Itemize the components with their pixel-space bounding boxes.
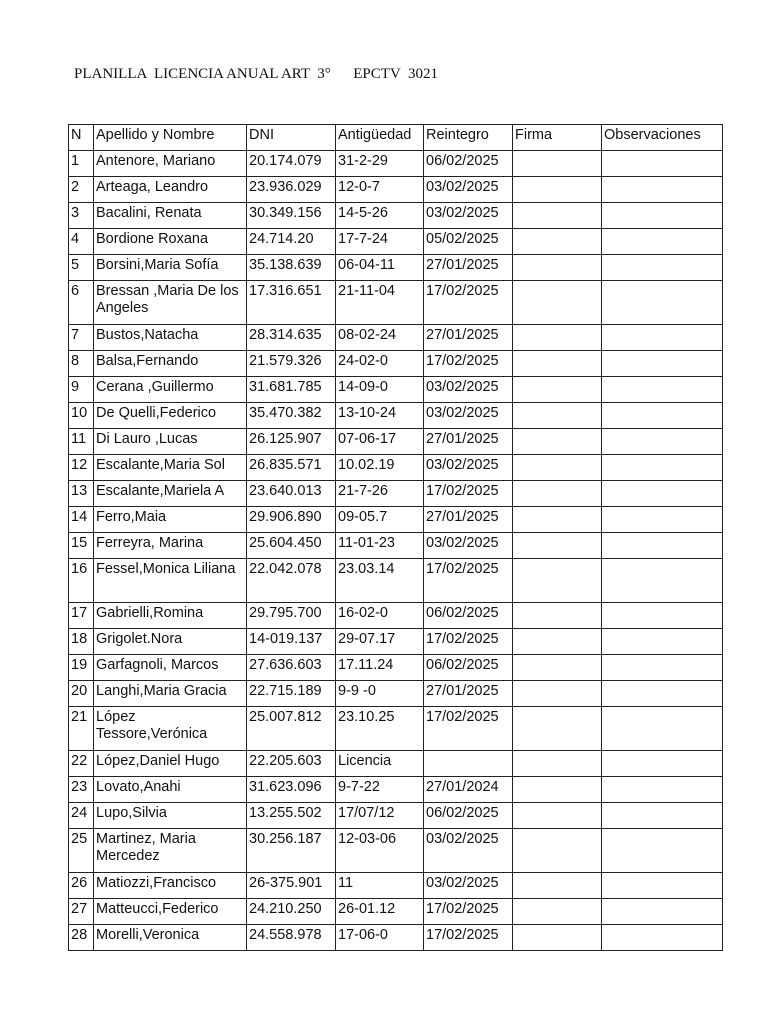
cell-antiguedad: 07-06-17 xyxy=(336,429,424,455)
header-cell-antiguedad: Antigüedad xyxy=(336,125,424,151)
cell-dni: 23.640.013 xyxy=(247,481,336,507)
cell-observaciones xyxy=(602,325,723,351)
cell-firma xyxy=(513,281,602,325)
cell-n: 24 xyxy=(69,803,94,829)
cell-apellido-y-nombre: Matteucci,Federico xyxy=(94,899,247,925)
cell-observaciones xyxy=(602,177,723,203)
cell-firma xyxy=(513,777,602,803)
table-row xyxy=(69,325,723,351)
cell-dni: 24.714.20 xyxy=(247,229,336,255)
table-row xyxy=(69,899,723,925)
table-row xyxy=(69,481,723,507)
cell-apellido-y-nombre: Ferro,Maia xyxy=(94,507,247,533)
table-row xyxy=(69,203,723,229)
cell-dni: 29.795.700 xyxy=(247,603,336,629)
cell-antiguedad: 24-02-0 xyxy=(336,351,424,377)
cell-dni: 27.636.603 xyxy=(247,655,336,681)
cell-firma xyxy=(513,377,602,403)
cell-observaciones xyxy=(602,925,723,951)
cell-firma xyxy=(513,873,602,899)
cell-n: 25 xyxy=(69,829,94,873)
cell-firma xyxy=(513,403,602,429)
cell-apellido-y-nombre: Borsini,Maria Sofía xyxy=(94,255,247,281)
cell-apellido-y-nombre: Grigolet.Nora xyxy=(94,629,247,655)
cell-reintegro: 17/02/2025 xyxy=(424,925,513,951)
cell-antiguedad: 11-01-23 xyxy=(336,533,424,559)
cell-observaciones xyxy=(602,803,723,829)
cell-n: 22 xyxy=(69,751,94,777)
cell-apellido-y-nombre: Gabrielli,Romina xyxy=(94,603,247,629)
licencia-table xyxy=(68,124,723,951)
cell-n: 4 xyxy=(69,229,94,255)
cell-n: 15 xyxy=(69,533,94,559)
cell-antiguedad: 31-2-29 xyxy=(336,151,424,177)
cell-n: 10 xyxy=(69,403,94,429)
cell-dni: 35.470.382 xyxy=(247,403,336,429)
cell-apellido-y-nombre: Arteaga, Leandro xyxy=(94,177,247,203)
cell-apellido-y-nombre: Martinez, Maria Mercedez xyxy=(94,829,247,873)
cell-dni: 28.314.635 xyxy=(247,325,336,351)
table-row xyxy=(69,533,723,559)
header-cell-dni: DNI xyxy=(247,125,336,151)
table-row xyxy=(69,281,723,325)
cell-reintegro: 05/02/2025 xyxy=(424,229,513,255)
table-row xyxy=(69,229,723,255)
cell-observaciones xyxy=(602,873,723,899)
cell-n: 27 xyxy=(69,899,94,925)
cell-firma xyxy=(513,603,602,629)
cell-observaciones xyxy=(602,377,723,403)
cell-reintegro: 17/02/2025 xyxy=(424,281,513,325)
page-title: PLANILLA LICENCIA ANUAL ART 3° EPCTV 3021 xyxy=(74,66,438,82)
cell-firma xyxy=(513,203,602,229)
cell-reintegro: 17/02/2025 xyxy=(424,481,513,507)
cell-antiguedad: 12-03-06 xyxy=(336,829,424,873)
cell-reintegro: 27/01/2025 xyxy=(424,255,513,281)
cell-n: 14 xyxy=(69,507,94,533)
cell-dni: 25.604.450 xyxy=(247,533,336,559)
cell-firma xyxy=(513,325,602,351)
table-row xyxy=(69,803,723,829)
cell-antiguedad: 16-02-0 xyxy=(336,603,424,629)
cell-antiguedad: 17-06-0 xyxy=(336,925,424,951)
cell-apellido-y-nombre: Lovato,Anahi xyxy=(94,777,247,803)
cell-dni: 24.558.978 xyxy=(247,925,336,951)
cell-firma xyxy=(513,229,602,255)
cell-apellido-y-nombre: López,Daniel Hugo xyxy=(94,751,247,777)
cell-dni: 31.623.096 xyxy=(247,777,336,803)
cell-antiguedad: 29-07.17 xyxy=(336,629,424,655)
cell-observaciones xyxy=(602,455,723,481)
cell-observaciones xyxy=(602,629,723,655)
cell-n: 18 xyxy=(69,629,94,655)
cell-dni: 22.042.078 xyxy=(247,559,336,603)
table-row xyxy=(69,655,723,681)
cell-observaciones xyxy=(602,777,723,803)
cell-reintegro: 03/02/2025 xyxy=(424,455,513,481)
cell-antiguedad: 9-7-22 xyxy=(336,777,424,803)
table-row xyxy=(69,829,723,873)
cell-n: 16 xyxy=(69,559,94,603)
cell-firma xyxy=(513,351,602,377)
cell-observaciones xyxy=(602,507,723,533)
cell-reintegro: 03/02/2025 xyxy=(424,203,513,229)
cell-reintegro: 27/01/2025 xyxy=(424,507,513,533)
cell-antiguedad: 17-7-24 xyxy=(336,229,424,255)
cell-antiguedad: 23.03.14 xyxy=(336,559,424,603)
table-row xyxy=(69,151,723,177)
cell-dni: 13.255.502 xyxy=(247,803,336,829)
cell-apellido-y-nombre: Bacalini, Renata xyxy=(94,203,247,229)
cell-observaciones xyxy=(602,829,723,873)
cell-apellido-y-nombre: Matiozzi,Francisco xyxy=(94,873,247,899)
cell-apellido-y-nombre: Escalante,Mariela A xyxy=(94,481,247,507)
header-cell-n: N xyxy=(69,125,94,151)
cell-firma xyxy=(513,177,602,203)
table-row xyxy=(69,403,723,429)
cell-n: 21 xyxy=(69,707,94,751)
cell-reintegro: 06/02/2025 xyxy=(424,603,513,629)
cell-reintegro: 27/01/2024 xyxy=(424,777,513,803)
cell-dni: 25.007.812 xyxy=(247,707,336,751)
cell-observaciones xyxy=(602,203,723,229)
cell-antiguedad: 21-7-26 xyxy=(336,481,424,507)
cell-n: 26 xyxy=(69,873,94,899)
table-row xyxy=(69,925,723,951)
cell-antiguedad: 17.11.24 xyxy=(336,655,424,681)
cell-observaciones xyxy=(602,351,723,377)
cell-reintegro: 03/02/2025 xyxy=(424,403,513,429)
cell-firma xyxy=(513,429,602,455)
cell-n: 11 xyxy=(69,429,94,455)
cell-n: 13 xyxy=(69,481,94,507)
cell-dni: 22.205.603 xyxy=(247,751,336,777)
cell-antiguedad: 12-0-7 xyxy=(336,177,424,203)
cell-observaciones xyxy=(602,255,723,281)
cell-firma xyxy=(513,255,602,281)
cell-dni: 35.138.639 xyxy=(247,255,336,281)
cell-dni: 26-375.901 xyxy=(247,873,336,899)
cell-reintegro: 17/02/2025 xyxy=(424,351,513,377)
table-row xyxy=(69,559,723,603)
cell-observaciones xyxy=(602,429,723,455)
cell-apellido-y-nombre: Morelli,Veronica xyxy=(94,925,247,951)
cell-n: 12 xyxy=(69,455,94,481)
cell-firma xyxy=(513,481,602,507)
cell-apellido-y-nombre: Garfagnoli, Marcos xyxy=(94,655,247,681)
table-body xyxy=(69,151,723,951)
table-row xyxy=(69,507,723,533)
cell-firma xyxy=(513,507,602,533)
table-row xyxy=(69,351,723,377)
cell-reintegro: 17/02/2025 xyxy=(424,899,513,925)
cell-reintegro: 03/02/2025 xyxy=(424,533,513,559)
cell-apellido-y-nombre: Langhi,Maria Gracia xyxy=(94,681,247,707)
cell-reintegro: 06/02/2025 xyxy=(424,803,513,829)
cell-observaciones xyxy=(602,481,723,507)
cell-firma xyxy=(513,533,602,559)
cell-observaciones xyxy=(602,655,723,681)
table-row xyxy=(69,777,723,803)
header-cell-firma: Firma xyxy=(513,125,602,151)
cell-antiguedad: 11 xyxy=(336,873,424,899)
table-row xyxy=(69,707,723,751)
cell-antiguedad: 06-04-11 xyxy=(336,255,424,281)
cell-firma xyxy=(513,455,602,481)
cell-antiguedad: 09-05.7 xyxy=(336,507,424,533)
cell-antiguedad: 08-02-24 xyxy=(336,325,424,351)
header-row xyxy=(69,125,723,151)
cell-apellido-y-nombre: Bustos,Natacha xyxy=(94,325,247,351)
cell-reintegro: 17/02/2025 xyxy=(424,559,513,603)
cell-dni: 23.936.029 xyxy=(247,177,336,203)
cell-reintegro: 03/02/2025 xyxy=(424,829,513,873)
cell-n: 28 xyxy=(69,925,94,951)
cell-apellido-y-nombre: Cerana ,Guillermo xyxy=(94,377,247,403)
header-cell-reintegro: Reintegro xyxy=(424,125,513,151)
cell-n: 9 xyxy=(69,377,94,403)
table-row xyxy=(69,629,723,655)
cell-reintegro: 06/02/2025 xyxy=(424,655,513,681)
cell-firma xyxy=(513,681,602,707)
cell-apellido-y-nombre: De Quelli,Federico xyxy=(94,403,247,429)
cell-apellido-y-nombre: Bordione Roxana xyxy=(94,229,247,255)
table-row xyxy=(69,751,723,777)
cell-apellido-y-nombre: Escalante,Maria Sol xyxy=(94,455,247,481)
cell-n: 19 xyxy=(69,655,94,681)
cell-reintegro: 03/02/2025 xyxy=(424,873,513,899)
cell-antiguedad: 17/07/12 xyxy=(336,803,424,829)
table-row xyxy=(69,873,723,899)
cell-apellido-y-nombre: Antenore, Mariano xyxy=(94,151,247,177)
cell-antiguedad: 13-10-24 xyxy=(336,403,424,429)
table-row xyxy=(69,681,723,707)
cell-n: 23 xyxy=(69,777,94,803)
cell-observaciones xyxy=(602,533,723,559)
cell-observaciones xyxy=(602,229,723,255)
cell-apellido-y-nombre: Fessel,Monica Liliana xyxy=(94,559,247,603)
cell-dni: 20.174.079 xyxy=(247,151,336,177)
table-row xyxy=(69,603,723,629)
cell-observaciones xyxy=(602,707,723,751)
cell-dni: 17.316.651 xyxy=(247,281,336,325)
cell-antiguedad: 23.10.25 xyxy=(336,707,424,751)
table-row xyxy=(69,429,723,455)
cell-firma xyxy=(513,751,602,777)
cell-reintegro: 17/02/2025 xyxy=(424,707,513,751)
cell-observaciones xyxy=(602,151,723,177)
cell-firma xyxy=(513,629,602,655)
cell-n: 3 xyxy=(69,203,94,229)
cell-dni: 26.125.907 xyxy=(247,429,336,455)
cell-firma xyxy=(513,707,602,751)
cell-n: 6 xyxy=(69,281,94,325)
cell-apellido-y-nombre: Lupo,Silvia xyxy=(94,803,247,829)
cell-reintegro: 06/02/2025 xyxy=(424,151,513,177)
cell-n: 1 xyxy=(69,151,94,177)
cell-dni: 30.349.156 xyxy=(247,203,336,229)
cell-antiguedad: 21-11-04 xyxy=(336,281,424,325)
cell-antiguedad: 10.02.19 xyxy=(336,455,424,481)
table-row xyxy=(69,255,723,281)
cell-dni: 29.906.890 xyxy=(247,507,336,533)
cell-dni: 14-019.137 xyxy=(247,629,336,655)
cell-observaciones xyxy=(602,751,723,777)
cell-reintegro: 03/02/2025 xyxy=(424,177,513,203)
cell-observaciones xyxy=(602,403,723,429)
cell-reintegro: 03/02/2025 xyxy=(424,377,513,403)
cell-firma xyxy=(513,899,602,925)
cell-firma xyxy=(513,151,602,177)
cell-reintegro xyxy=(424,751,513,777)
cell-antiguedad: 26-01.12 xyxy=(336,899,424,925)
cell-apellido-y-nombre: Di Lauro ,Lucas xyxy=(94,429,247,455)
cell-observaciones xyxy=(602,603,723,629)
cell-firma xyxy=(513,829,602,873)
table-row xyxy=(69,455,723,481)
cell-n: 5 xyxy=(69,255,94,281)
cell-n: 17 xyxy=(69,603,94,629)
cell-apellido-y-nombre: Balsa,Fernando xyxy=(94,351,247,377)
table-row xyxy=(69,177,723,203)
cell-apellido-y-nombre: López Tessore,Verónica xyxy=(94,707,247,751)
cell-n: 20 xyxy=(69,681,94,707)
cell-firma xyxy=(513,803,602,829)
cell-reintegro: 27/01/2025 xyxy=(424,429,513,455)
cell-reintegro: 27/01/2025 xyxy=(424,325,513,351)
cell-reintegro: 27/01/2025 xyxy=(424,681,513,707)
cell-n: 7 xyxy=(69,325,94,351)
header-cell-apellido-y-nombre: Apellido y Nombre xyxy=(94,125,247,151)
cell-antiguedad: 14-5-26 xyxy=(336,203,424,229)
cell-reintegro: 17/02/2025 xyxy=(424,629,513,655)
cell-firma xyxy=(513,925,602,951)
cell-antiguedad: 9-9 -0 xyxy=(336,681,424,707)
cell-dni: 22.715.189 xyxy=(247,681,336,707)
cell-n: 8 xyxy=(69,351,94,377)
table-row xyxy=(69,377,723,403)
cell-firma xyxy=(513,559,602,603)
cell-apellido-y-nombre: Bressan ,Maria De los Angeles xyxy=(94,281,247,325)
cell-firma xyxy=(513,655,602,681)
cell-observaciones xyxy=(602,899,723,925)
cell-dni: 30.256.187 xyxy=(247,829,336,873)
cell-dni: 31.681.785 xyxy=(247,377,336,403)
cell-n: 2 xyxy=(69,177,94,203)
header-cell-observaciones: Observaciones xyxy=(602,125,723,151)
cell-dni: 26.835.571 xyxy=(247,455,336,481)
cell-dni: 24.210.250 xyxy=(247,899,336,925)
cell-antiguedad: 14-09-0 xyxy=(336,377,424,403)
cell-observaciones xyxy=(602,559,723,603)
cell-observaciones xyxy=(602,281,723,325)
cell-observaciones xyxy=(602,681,723,707)
cell-dni: 21.579.326 xyxy=(247,351,336,377)
cell-apellido-y-nombre: Ferreyra, Marina xyxy=(94,533,247,559)
cell-antiguedad: Licencia xyxy=(336,751,424,777)
